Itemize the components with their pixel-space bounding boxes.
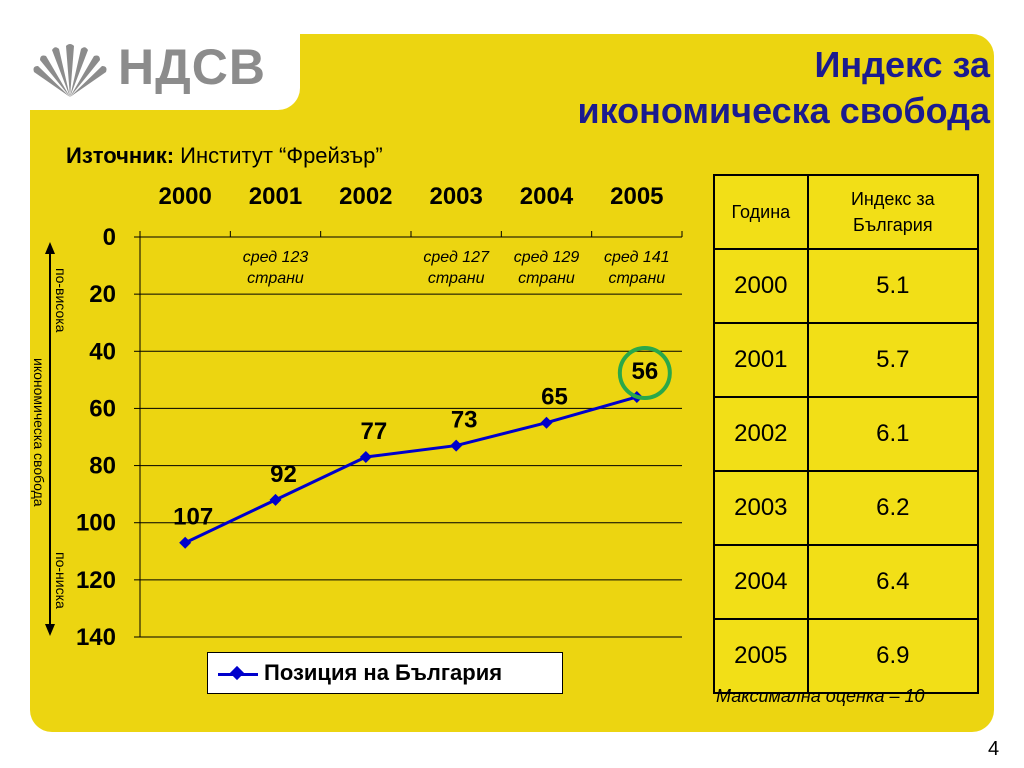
x-tick-label: 2000: [158, 183, 212, 210]
y-tick-label: 20: [89, 281, 116, 309]
data-label: 56: [631, 358, 659, 385]
side-label-middle: икономическа свобода: [31, 358, 47, 507]
y-tick-label: 40: [89, 338, 116, 366]
y-tick-label: 0: [102, 224, 116, 251]
chart-legend: [207, 652, 563, 694]
country-count-annotation: страни: [247, 270, 304, 287]
table-row: [714, 323, 978, 397]
table-cell-index: 5.1: [808, 249, 978, 323]
y-tick-label: 120: [75, 566, 116, 594]
table-cell-index: 5.7: [808, 323, 978, 397]
title-line-1: Индекс за: [814, 44, 990, 85]
table-cell-year: 2002: [714, 397, 808, 471]
table-row: [714, 545, 978, 619]
country-count-annotation: сред 127: [423, 249, 489, 266]
data-point-marker: [179, 537, 191, 549]
data-point-marker: [450, 440, 462, 452]
data-label: 107: [173, 503, 214, 531]
x-tick-label: 2004: [519, 183, 574, 210]
data-point-marker: [541, 417, 553, 429]
arrow-up-icon: [45, 242, 55, 254]
x-tick-label: 2003: [429, 183, 483, 210]
table-note: Максимална оценка – 10: [716, 686, 925, 706]
x-tick-label: 2005: [610, 183, 664, 210]
arrow-down-icon: [45, 624, 55, 636]
table-cell-year: 2004: [714, 545, 808, 619]
table-cell-year: 2005: [714, 619, 808, 693]
x-tick-label: 2001: [248, 183, 303, 210]
logo-text: НДСВ: [118, 39, 266, 95]
table-cell-index: 6.4: [808, 545, 978, 619]
table-cell-index: 6.2: [808, 471, 978, 545]
title-line-2: икономическа свобода: [577, 90, 990, 131]
country-count-annotation: страни: [427, 270, 485, 287]
page-number: 4: [988, 738, 1000, 760]
data-label: 73: [450, 406, 478, 434]
table-row: [714, 471, 978, 545]
series-line: [185, 397, 637, 543]
table-header-index: Индекс за България: [808, 175, 978, 249]
y-tick-label: 100: [75, 509, 116, 537]
table-header-year: Година: [714, 175, 808, 249]
table-row: [714, 397, 978, 471]
data-point-marker: [360, 451, 372, 463]
country-count-annotation: сред 129: [513, 249, 580, 266]
y-tick-label: 60: [89, 395, 116, 423]
side-label-top: по-висока: [53, 268, 69, 333]
data-label: 77: [360, 418, 388, 445]
table-cell-year: 2000: [714, 249, 808, 323]
table-cell-year: 2003: [714, 471, 808, 545]
country-count-annotation: сред 141: [604, 249, 670, 266]
y-tick-label: 140: [75, 624, 116, 651]
legend-label: Позиция на България: [264, 660, 503, 685]
data-label: 65: [541, 383, 568, 411]
source-value: Институт “Фрейзър”: [180, 143, 383, 168]
y-tick-label: 80: [89, 452, 116, 480]
data-label: 92: [270, 460, 297, 488]
legend-diamond-marker: [230, 666, 244, 680]
data-point-marker: [270, 494, 282, 506]
country-count-annotation: страни: [608, 270, 666, 287]
x-tick-label: 2002: [339, 183, 393, 210]
country-count-annotation: сред 123: [242, 249, 309, 266]
table-header-row: [714, 175, 978, 249]
table-cell-index: 6.9: [808, 619, 978, 693]
country-count-annotation: страни: [518, 270, 575, 287]
table-row: [714, 619, 978, 693]
index-table: [713, 174, 979, 694]
table-cell-index: 6.1: [808, 397, 978, 471]
table-cell-year: 2001: [714, 323, 808, 397]
table-row: [714, 249, 978, 323]
source-label: Източник:: [66, 143, 175, 168]
side-label-bottom: по-ниска: [53, 552, 69, 609]
